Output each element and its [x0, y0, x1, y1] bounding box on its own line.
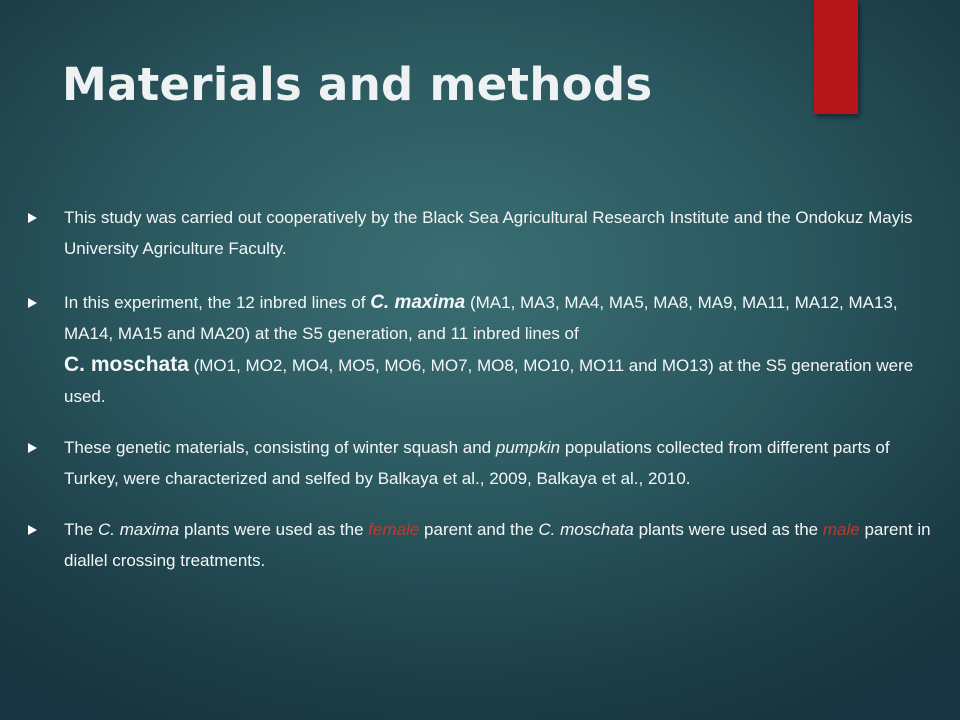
bullet-text-part: plants were used as the [179, 520, 369, 539]
bullet-text-part: In this experiment, the 12 inbred lines of [64, 293, 371, 312]
male-label: male [822, 520, 860, 539]
bullet-list [28, 202, 933, 599]
bullet-genetic-materials [28, 432, 933, 494]
bullet-text-part: parent in diallel crossing treatments. [64, 520, 931, 570]
bullet-text-part: These genetic materials, consisting of winter squash and [64, 438, 496, 457]
emphasized-text: pumpkin [495, 438, 561, 457]
species-name: C. maxima [98, 520, 180, 539]
bullet-text-part: (MO1, MO2, MO4, MO5, MO6, MO7, MO8, MO10, MO11 and MO13) at the S5 generation were used. [64, 356, 914, 406]
bullet-text-part: parent and the [419, 520, 539, 539]
accent-bar [814, 0, 858, 114]
species-name: C. moschata [64, 353, 189, 376]
bullet-text-part: (MA1, MA3, MA4, MA5, MA8, MA9, MA11, MA12, MA13, MA14, MA15 and MA20) at the S5 generation, and 11 inbred lines of [64, 293, 898, 343]
bullet-crossing-parents [28, 514, 933, 576]
arrow-bullet-icon [28, 443, 37, 453]
species-name: C. moschata [538, 520, 634, 539]
bullet-text-part: populations collected from different parts of Turkey, were characterized and selfed by Balkaya et al., 2009, Balkaya et al., 2010. [64, 438, 890, 488]
slide-title: Materials and methods [62, 58, 653, 111]
bullet-inbred-lines [28, 287, 933, 412]
bullet-text-part: plants were used as the [633, 520, 823, 539]
bullet-study-cooperation [28, 202, 933, 264]
arrow-bullet-icon [28, 525, 37, 535]
arrow-bullet-icon [28, 298, 37, 308]
arrow-bullet-icon [28, 213, 37, 223]
species-name: C. maxima [370, 292, 466, 313]
female-label: female [368, 520, 420, 539]
bullet-text-part: The [64, 520, 99, 539]
bullet-text: This study was carried out cooperatively by the Black Sea Agricultural Research Institute and the Ondokuz Mayis University Agriculture Faculty. [64, 208, 913, 258]
